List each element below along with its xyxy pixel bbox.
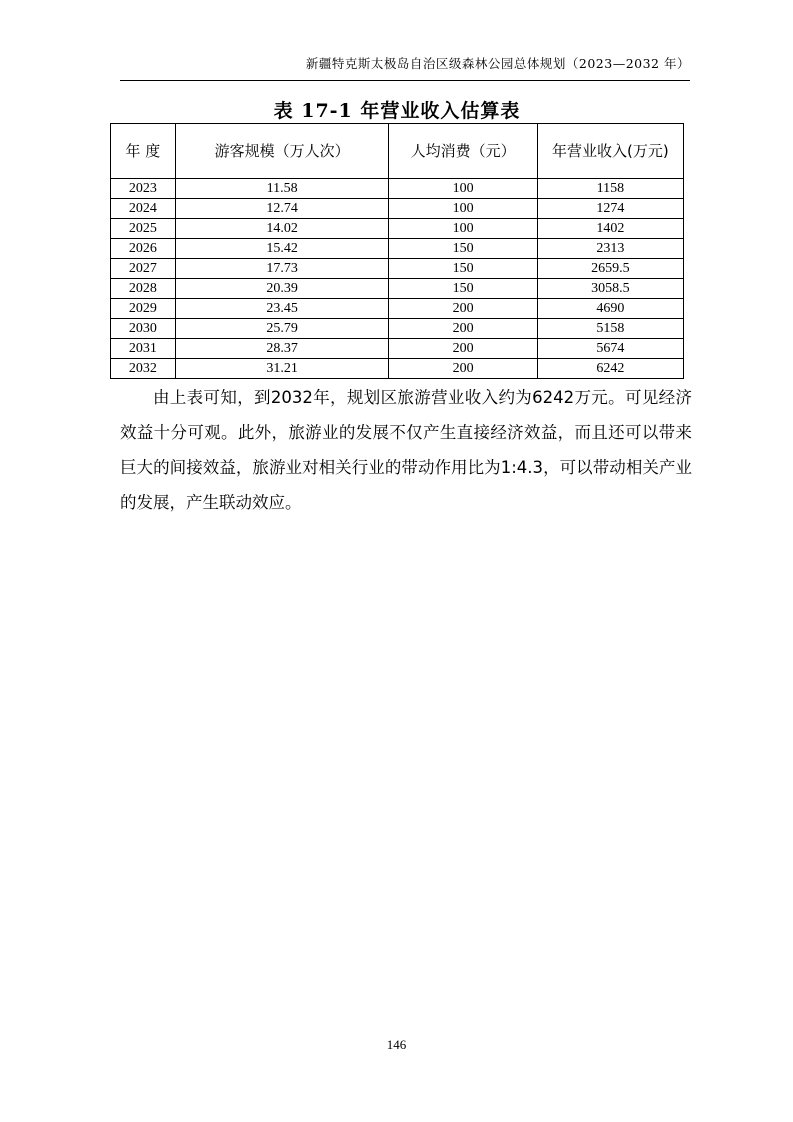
cell-year: 2027 <box>111 259 176 279</box>
column-header-revenue: 年营业收入(万元) <box>537 124 683 179</box>
cell-spending: 200 <box>389 359 537 379</box>
column-header-spending: 人均消费（元） <box>389 124 537 179</box>
cell-year: 2031 <box>111 339 176 359</box>
header-divider <box>120 80 690 81</box>
table-row <box>111 319 684 339</box>
cell-spending: 200 <box>389 319 537 339</box>
page-header: 新疆特克斯太极岛自治区级森林公园总体规划（2023—2032 年） <box>305 56 690 71</box>
table-row <box>111 219 684 239</box>
cell-year: 2024 <box>111 199 176 219</box>
table-row <box>111 299 684 319</box>
cell-spending: 200 <box>389 299 537 319</box>
table-row <box>111 279 684 299</box>
cell-revenue: 3058.5 <box>537 279 683 299</box>
cell-visitors: 11.58 <box>175 179 389 199</box>
cell-visitors: 14.02 <box>175 219 389 239</box>
cell-year: 2032 <box>111 359 176 379</box>
cell-revenue: 1402 <box>537 219 683 239</box>
cell-spending: 200 <box>389 339 537 359</box>
table-row <box>111 199 684 219</box>
cell-visitors: 25.79 <box>175 319 389 339</box>
table-row <box>111 239 684 259</box>
cell-revenue: 2659.5 <box>537 259 683 279</box>
page-number: 146 <box>386 1037 407 1052</box>
cell-visitors: 28.37 <box>175 339 389 359</box>
cell-year: 2030 <box>111 319 176 339</box>
cell-revenue: 4690 <box>537 299 683 319</box>
table-row <box>111 339 684 359</box>
cell-revenue: 2313 <box>537 239 683 259</box>
cell-revenue: 1158 <box>537 179 683 199</box>
cell-spending: 100 <box>389 179 537 199</box>
cell-year: 2026 <box>111 239 176 259</box>
revenue-table <box>110 123 684 379</box>
column-header-visitors: 游客规模（万人次） <box>175 124 389 179</box>
cell-visitors: 12.74 <box>175 199 389 219</box>
cell-revenue: 1274 <box>537 199 683 219</box>
cell-visitors: 15.42 <box>175 239 389 259</box>
cell-revenue: 6242 <box>537 359 683 379</box>
cell-visitors: 23.45 <box>175 299 389 319</box>
table-row <box>111 179 684 199</box>
cell-revenue: 5674 <box>537 339 683 359</box>
cell-spending: 150 <box>389 239 537 259</box>
cell-visitors: 17.73 <box>175 259 389 279</box>
cell-visitors: 31.21 <box>175 359 389 379</box>
cell-revenue: 5158 <box>537 319 683 339</box>
table-body <box>111 179 684 379</box>
cell-spending: 150 <box>389 279 537 299</box>
table-title: 表 17-1 年营业收入估算表 <box>273 100 521 122</box>
column-header-year: 年 度 <box>111 124 176 179</box>
summary-paragraph: 由上表可知，到2032年，规划区旅游营业收入约为6242万元。可见经济效益十分可观。此外，旅游业的发展不仅产生直接经济效益，而且还可以带来巨大的间接效益，旅游业对相关行业的带动作用比为1:4.3，可以带动相关产业的发展，产生联动效应。 <box>120 388 692 512</box>
cell-visitors: 20.39 <box>175 279 389 299</box>
table-row <box>111 359 684 379</box>
table-header-row <box>111 124 684 179</box>
cell-year: 2029 <box>111 299 176 319</box>
table-row <box>111 259 684 279</box>
cell-spending: 150 <box>389 259 537 279</box>
cell-year: 2025 <box>111 219 176 239</box>
cell-year: 2028 <box>111 279 176 299</box>
cell-spending: 100 <box>389 219 537 239</box>
cell-spending: 100 <box>389 199 537 219</box>
body-text <box>120 380 692 520</box>
cell-year: 2023 <box>111 179 176 199</box>
